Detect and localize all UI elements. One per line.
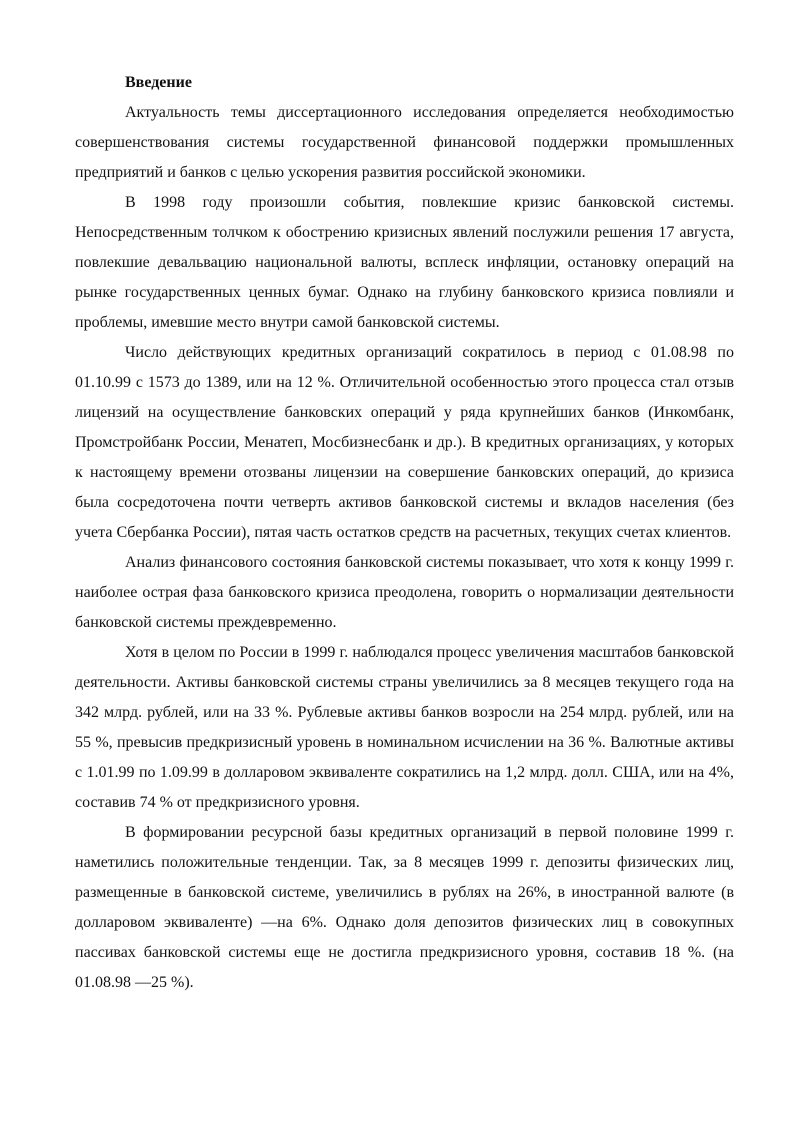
paragraph-resource-base: В формировании ресурсной базы кредитных организаций в первой половине 1999 г. наметились положительные тенденции. Так, за 8 месяцев 1999 г. депозиты физических лиц, размещенные в банковской системе, увеличились в рублях на 26%, в иностранной валюте (в долларовом эквиваленте) —на 6%. Однако доля депозитов физических лиц в совокупных пассивах банковской системы еще не достигла предкризисного уровня, составив 18 %. (на 01.08.98 —25 %). bbox=[75, 824, 734, 991]
paragraph-financial-analysis: Анализ финансового состояния банковской системы показывает, что хотя к концу 1999 г. наиболее острая фаза банковского кризиса преодолена, говорить о нормализации деятельности банковской системы преждевременно. bbox=[75, 554, 734, 631]
paragraph-crisis-1998: В 1998 году произошли события, повлекшие кризис банковской системы. Непосредственным толчком к обострению кризисных явлений послужили решения 17 августа, повлекшие девальвацию национальной валюты, всплеск инфляции, остановку операций на рынке государственных ценных бумаг. Однако на глубину банковского кризиса повлияли и проблемы, имевшие место внутри самой банковской системы. bbox=[75, 194, 734, 331]
paragraph-banking-activity: Хотя в целом по России в 1999 г. наблюдался процесс увеличения масштабов банковской деятельности. Активы банковской системы страны увеличились за 8 месяцев текущего года на 342 млрд. рублей, или на 33 %. Рублевые активы банков возросли на 254 млрд. рублей, или на 55 %, превысив предкризисный уровень в номинальном исчислении на 36 %. Валютные активы с 1.01.99 по 1.09.99 в долларовом эквиваленте сократились на 1,2 млрд. долл. США, или на 4%, составив 74 % от предкризисного уровня. bbox=[75, 644, 734, 811]
paragraph-relevance: Актуальность темы диссертационного исследования определяется необходимостью совершенствования системы государственной финансовой поддержки промышленных предприятий и банков с целью ускорения развития российской экономики. bbox=[75, 104, 734, 181]
paragraph-credit-organizations: Число действующих кредитных организаций сократилось в период с 01.08.98 по 01.10.99 с 1573 до 1389, или на 12 %. Отличительной особенностью этого процесса стал отзыв лицензий на осуществление банковских операций у ряда крупнейших банков (Инкомбанк, Промстройбанк России, Менатеп, Мосбизнесбанк и др.). В кредитных организациях, у которых к настоящему времени отозваны лицензии на совершение банковских операций, до кризиса была сосредоточена почти четверть активов банковской системы и вкладов населения (без учета Сбербанка России), пятая часть остатков средств на расчетных, текущих счетах клиентов. bbox=[75, 344, 734, 541]
document-page bbox=[75, 68, 734, 998]
section-heading: Введение bbox=[125, 74, 192, 91]
